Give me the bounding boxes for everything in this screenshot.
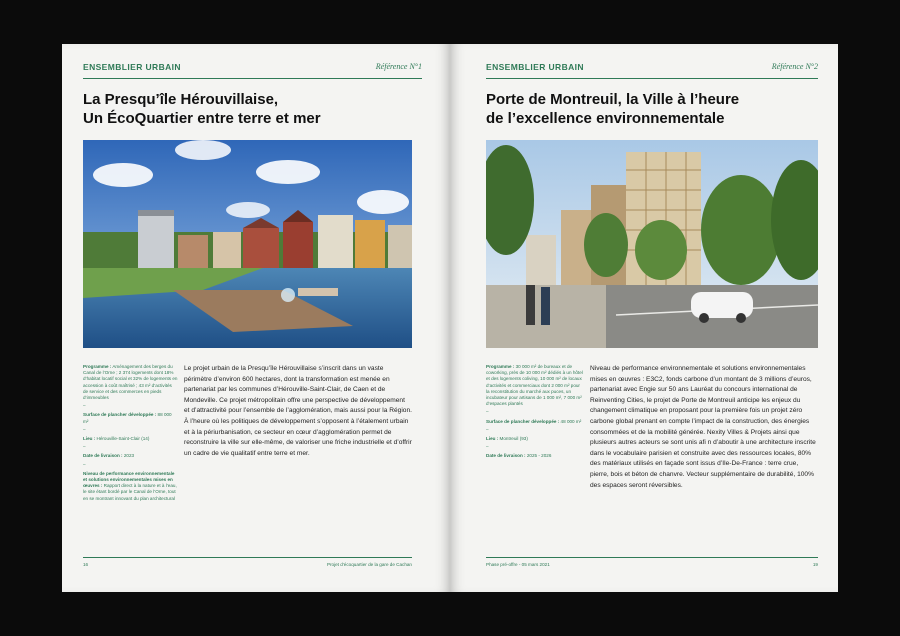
- programme-value: Aménagement des berges du Canal de l’Orne ; 2 374 logements dont 18% d’habitat locatif social et 32% de logements en accession à coût maîtrisé ; 43 m² d’activités de service et des commerces en pieds d’immeubles: [83, 364, 178, 401]
- lieu-label: Lieu :: [486, 436, 499, 442]
- left-footer: [83, 557, 412, 568]
- right-page: [450, 44, 838, 592]
- reference-label: Référence N°1: [375, 62, 422, 71]
- performance-value: Rapport direct à la nature et à l’eau, le site étant bordé par le Canal de l’Orne, tout en se montrant innovant du plan architectural: [83, 483, 177, 501]
- project-photo-montreuil: [486, 140, 818, 348]
- date-value: 2025 - 2026: [525, 453, 552, 459]
- section-label: ENSEMBLIER URBAIN: [83, 62, 181, 72]
- surface-value: 48 000 m²: [559, 418, 582, 424]
- body-text: Le projet urbain de la Presqu’île Hérouvillaise s’inscrit dans un vaste périmètre d’environ 600 hectares, dont la transformation est menée en partenariat par les communes d’Hérouville-Saint-Clair, de Caen et de Mondeville. Ce projet métropolitain offre une perspective de développement et d’attractivité pour l’ensemble de l’agglomération, mais aussi pour la Région. À l’heure où les politiques de développement s’opposent à l’étalement urbain et à la périurbanisation, ce secteur en cœur d’agglomération permet de reconstruire la ville sur elle-même, de valoriser une friche industrielle et d’offrir un cadre de vie qualitatif entre terre et mer.: [184, 365, 412, 457]
- surface-label: Surface de plancher développée :: [486, 418, 560, 424]
- title-line-1: La Presqu’île Hérouvillaise,: [83, 91, 279, 108]
- date-value: 2023: [122, 453, 135, 459]
- page-number: 19: [812, 562, 818, 567]
- left-page: [62, 44, 450, 592]
- programme-value: 30 000 m² de bureaux et de coworking, près de 10 000 m² dédiés à un hôtel et des logements coliving, 10 000 m² de locaux d’activités et commerciaux dont 2 000 m² pour la reconstitution du marché aux puces, un incubateur pour artisans de 1 000 m², 7 000 m² d’espaces plantés: [486, 364, 583, 407]
- project-meta: Programme : 30 000 m² de bureaux et de coworking, près de 10 000 m² dédiés à un hôtel et des logements coliving, 10 000 m² de locaux d’activités et commerciaux dont 2 000 m² pour la reconstitution du marché aux puces, un incubateur pour artisans de 1 000 m², 7 000 m² d’espaces plantés – Surface de plancher développée : 48 000 m² – Lieu : Montreuil (93) – Date de livraison : 2025 - 2026: [486, 364, 583, 459]
- street-illustration: [486, 140, 818, 348]
- surface-label: Surface de plancher développée :: [83, 412, 157, 418]
- right-header: [486, 62, 818, 79]
- section-label: ENSEMBLIER URBAIN: [486, 62, 584, 72]
- title-line-2: Un ÉcoQuartier entre terre et mer: [83, 110, 321, 127]
- date-label: Date de livraison :: [486, 453, 526, 459]
- body-text: Niveau de performance environnementale et solutions environnementales mises en œuvres : E3C2, fonds carbone d’un montant de 3 millions d’euros, partenariat avec Engie sur 50 ans Lauréat du concours international de Reinventing Cities, le projet de Porte de Montreuil anticipe les enjeux du changement climatique en proposant pour la première fois un projet zéro carbone global prenant en compte l’impact de la construction, des énergies consommées et de la mobilité générée. Nexity Villes & Projets ainsi que plusieurs autres acteurs se sont unis afi n d’aboutir à une architecture inscrite dans le vocabulaire parisien et construite avec des ressources locales, 80% des matériaux utilisés en façade sont issus d’Ile-De-France : terre crue, pierre, bois et béton de chanvre. Vecteur supplémentaire de durabilité, 100% des espaces seront réversibles.: [590, 365, 816, 489]
- project-photo-presquile: [83, 140, 412, 348]
- footer-title: Projet d’écoquartier de la gare de Cachan: [326, 562, 412, 567]
- right-footer: [486, 557, 818, 568]
- project-meta: Programme : Aménagement des berges du Canal de l’Orne ; 2 374 logements dont 18% d’habitat locatif social et 32% de logements en accession à coût maîtrisé ; 43 m² d’activités de service et des commerces en pieds d’immeubles – Surface de plancher développée : 88 000 m² – Lieu : Hérouville-Saint-Clair (14) – Date de livraison : 2023 – Niveau de performance environnementale et solutions environnementales mises en œuvres : Rapport direct à la nature et à l’eau, le site étant bordé par le Canal de l’Orne, tout en se montrant innovant du plan architectural: [83, 364, 178, 501]
- page-title: [83, 90, 423, 128]
- title-line-1: Porte de Montreuil, la Ville à l’heure: [486, 91, 740, 108]
- date-label: Date de livraison :: [83, 453, 123, 459]
- programme-label: Programme :: [83, 364, 112, 369]
- surface-value: 88 000 m²: [83, 412, 172, 424]
- page-title: [486, 90, 826, 128]
- footer-date: Phase pré-offre - 05 mars 2021: [486, 562, 550, 567]
- page-number: 16: [83, 562, 89, 567]
- waterfront-illustration: [83, 140, 412, 348]
- lieu-value: Hérouville-Saint-Clair (14): [95, 436, 150, 442]
- reference-label: Référence N°2: [771, 62, 818, 71]
- left-header: [83, 62, 422, 79]
- performance-label: Niveau de performance environnementale et solutions environnementales mises en œuvres :: [83, 470, 175, 489]
- title-line-2: de l’excellence environnementale: [486, 110, 725, 127]
- lieu-label: Lieu :: [83, 436, 96, 442]
- lieu-value: Montreuil (93): [498, 436, 528, 442]
- programme-label: Programme :: [486, 364, 515, 369]
